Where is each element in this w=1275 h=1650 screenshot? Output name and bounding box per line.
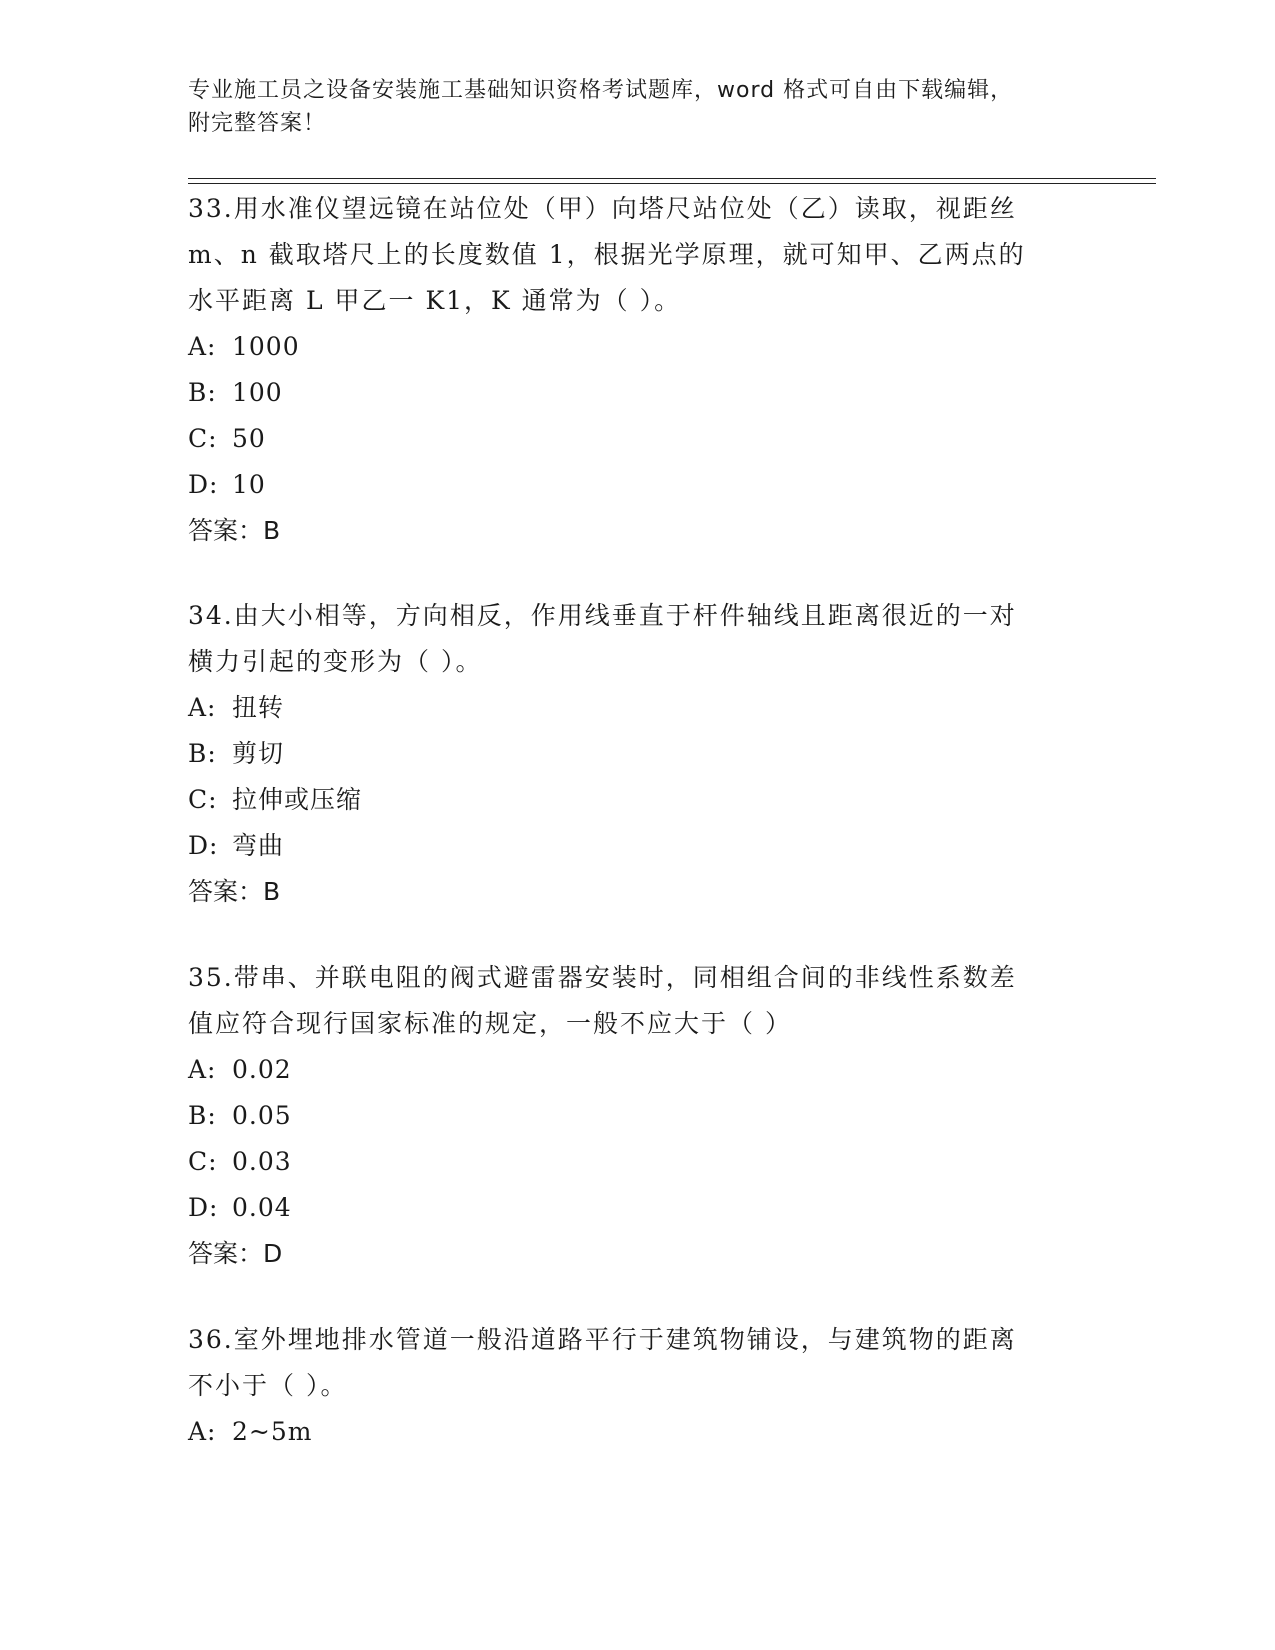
option-c: [188, 416, 1088, 462]
stem-line: 水平距离 L 甲乙一 K1，K 通常为（ ）。: [188, 286, 682, 315]
option-text: 0.03: [232, 1147, 292, 1176]
stem-line: 34.由大小相等，方向相反，作用线垂直于杆件轴线且距离很近的一对: [188, 601, 1017, 630]
option-b: [188, 731, 1088, 777]
option-text: 弯曲: [232, 831, 285, 860]
stem-line: 33.用水准仪望远镜在站位处（甲）向塔尺站位处（乙）读取，视距丝: [188, 194, 1017, 223]
option-text: 1000: [232, 332, 300, 361]
option-letter: D:: [188, 1193, 219, 1222]
option-letter: B:: [188, 378, 217, 407]
stem-line: 值应符合现行国家标准的规定，一般不应大于（ ）: [188, 1009, 792, 1038]
header-line-1: 专业施工员之设备安装施工基础知识资格考试题库，word 格式可自由下载编辑，: [188, 78, 1014, 103]
option-letter: A:: [188, 1417, 217, 1446]
question-stem: [188, 593, 1088, 685]
option-a: [188, 1047, 1088, 1093]
question-35: [188, 955, 1088, 1277]
option-letter: B:: [188, 1101, 217, 1130]
document-header: [188, 74, 1068, 140]
stem-line: 不小于（ ）。: [188, 1371, 348, 1400]
header-divider-top: [188, 178, 1156, 179]
option-letter: D:: [188, 470, 219, 499]
option-text: 100: [232, 378, 283, 407]
option-a: [188, 324, 1088, 370]
option-c: [188, 1139, 1088, 1185]
option-d: [188, 1185, 1088, 1231]
option-d: [188, 823, 1088, 869]
option-b: [188, 370, 1088, 416]
option-letter: C:: [188, 1147, 218, 1176]
option-text: 拉伸或压缩: [232, 785, 363, 814]
option-letter: A:: [188, 1055, 217, 1084]
header-divider-bottom: [188, 183, 1156, 184]
question-stem: [188, 1317, 1088, 1409]
option-text: 扭转: [232, 693, 285, 722]
question-stem: [188, 955, 1088, 1047]
stem-line: 横力引起的变形为（ ）。: [188, 647, 483, 676]
question-stem: [188, 186, 1088, 324]
option-letter: D:: [188, 831, 219, 860]
option-a: [188, 685, 1088, 731]
stem-line: m、n 截取塔尺上的长度数值 1，根据光学原理，就可知甲、乙两点的: [188, 240, 1026, 269]
option-letter: A:: [188, 332, 217, 361]
option-text: 10: [232, 470, 266, 499]
option-letter: C:: [188, 424, 218, 453]
answer-line: 答案：D: [188, 1239, 283, 1268]
option-a: [188, 1409, 1088, 1455]
answer-line: 答案：B: [188, 516, 281, 545]
option-c: [188, 777, 1088, 823]
option-text: 0.02: [232, 1055, 292, 1084]
option-b: [188, 1093, 1088, 1139]
question-33: [188, 186, 1088, 554]
option-letter: B:: [188, 739, 217, 768]
answer-line: 答案：B: [188, 877, 281, 906]
option-text: 0.04: [232, 1193, 292, 1222]
option-text: 0.05: [232, 1101, 292, 1130]
option-text: 剪切: [232, 739, 285, 768]
stem-line: 35.带串、并联电阻的阀式避雷器安装时，同相组合间的非线性系数差: [188, 963, 1017, 992]
option-letter: C:: [188, 785, 218, 814]
option-letter: A:: [188, 693, 217, 722]
question-34: [188, 593, 1088, 915]
header-line-2: 附完整答案！: [188, 111, 327, 136]
option-text: 2~5m: [232, 1417, 313, 1446]
stem-line: 36.室外埋地排水管道一般沿道路平行于建筑物铺设，与建筑物的距离: [188, 1325, 1017, 1354]
question-36: [188, 1317, 1088, 1455]
option-d: [188, 462, 1088, 508]
option-text: 50: [232, 424, 266, 453]
